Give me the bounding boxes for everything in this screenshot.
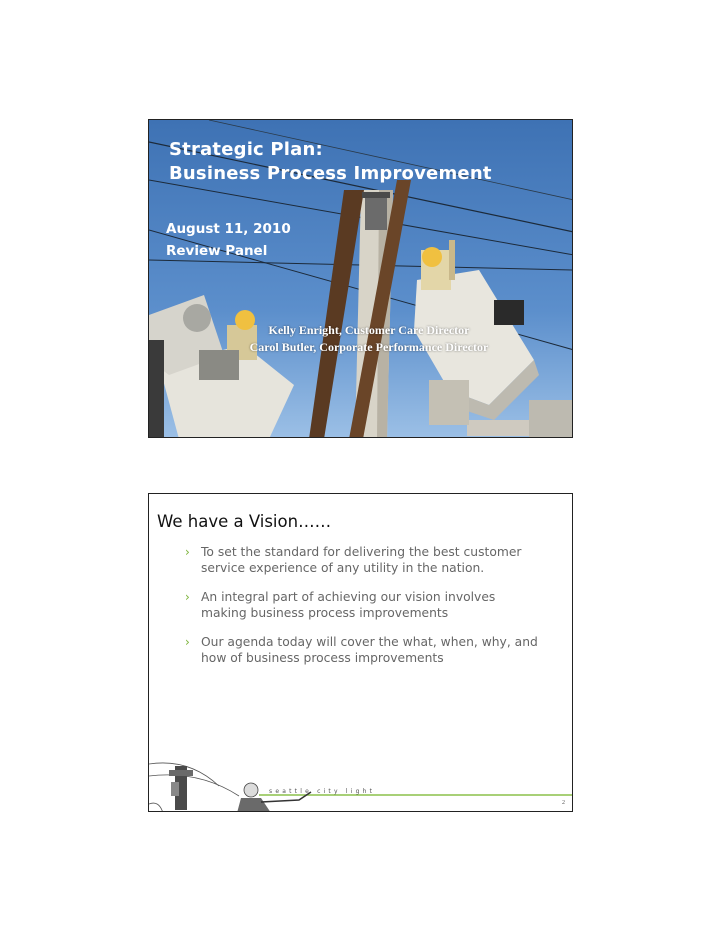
bullet-text: An integral part of achieving our vision involves making business process improvements [201, 590, 496, 620]
title-slide [148, 119, 573, 438]
list-item [149, 634, 573, 666]
slide-title-line-1: Strategic Plan: [169, 139, 323, 160]
presenter-2: Carol Butler, Corporate Performance Director [249, 340, 489, 354]
presenters-block [219, 322, 519, 356]
list-item [149, 589, 573, 621]
slide-heading: We have a Vision…… [157, 512, 332, 531]
bullet-chevron-icon: › [185, 590, 190, 604]
slide-title [169, 138, 492, 186]
bullet-text: Our agenda today will cover the what, when, why, and how of business process improvements [201, 635, 538, 665]
bullet-chevron-icon: › [185, 545, 190, 559]
slide-title-line-2: Business Process Improvement [169, 163, 492, 184]
list-item [149, 544, 573, 576]
seattle-city-light-logo-icon [149, 756, 573, 812]
bullet-text: To set the standard for delivering the best customer service experience of any utility in the nation. [201, 545, 522, 575]
slide-date-block [166, 218, 291, 262]
page-number: 2 [562, 800, 565, 806]
footer-brand-text: seattle city light [269, 788, 376, 795]
bullet-chevron-icon: › [185, 635, 190, 649]
bullet-list [149, 544, 573, 679]
presenter-1: Kelly Enright, Customer Care Director [268, 323, 470, 337]
slide-date: August 11, 2010 [166, 221, 291, 237]
slide-subtitle: Review Panel [166, 243, 268, 259]
vision-slide [148, 493, 573, 812]
